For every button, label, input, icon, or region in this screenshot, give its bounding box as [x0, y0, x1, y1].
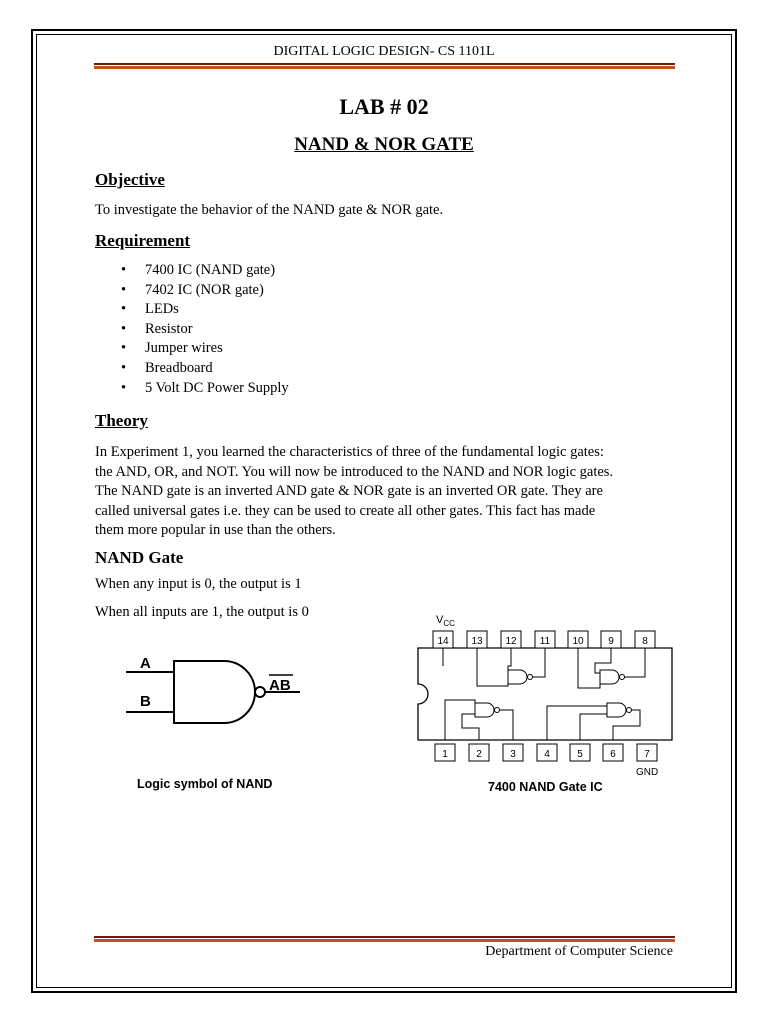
lab-subtitle: NAND & NOR GATE — [294, 134, 474, 155]
pin-label: 1 — [442, 749, 448, 760]
requirement-heading: Requirement — [95, 231, 191, 250]
theory-line: them more popular in use than the others. — [95, 522, 336, 538]
input-b-label: B — [140, 693, 151, 710]
theory-line: In Experiment 1, you learned the characteristics of three of the fundamental logic gates: — [95, 444, 604, 460]
objective-text: To investigate the behavior of the NAND gate & NOR gate. — [95, 202, 444, 218]
bottom-pin-row — [435, 744, 657, 761]
list-item: • 5 Volt DC Power Supply — [121, 379, 289, 399]
pin-label: 4 — [544, 749, 550, 760]
logic-symbol-caption: Logic symbol of NAND — [137, 777, 273, 791]
vcc-label: $V_{CC}$ — [436, 614, 455, 628]
list-item: • 7402 IC (NOR gate) — [121, 281, 289, 301]
gate-top-left — [508, 670, 527, 684]
lab-title: LAB # 02 — [339, 94, 429, 119]
gnd-label: GND — [636, 767, 659, 778]
list-item: • Resistor — [121, 320, 289, 340]
theory-line: called universal gates i.e. they can be used to create all other gates. This fact has made — [95, 502, 596, 519]
pin-label: 6 — [610, 749, 616, 760]
nand-rule-all-one: When all inputs are 1, the output is 0 — [95, 604, 309, 620]
inversion-bubble — [255, 687, 265, 697]
theory-paragraph — [95, 443, 675, 541]
output-label: AB — [269, 677, 291, 694]
pin-label: 14 — [437, 636, 449, 647]
nand-logic-symbol — [118, 648, 308, 740]
pin-label: 5 — [577, 749, 583, 760]
header-course: DIGITAL LOGIC DESIGN- CS 1101L — [273, 44, 495, 59]
footer-department: Department of Computer Science — [485, 944, 673, 959]
pin-label: 10 — [572, 636, 584, 647]
theory-line: the AND, OR, and NOT. You will now be introduced to the NAND and NOR logic gates. — [95, 463, 614, 480]
nand-rule-any-zero: When any input is 0, the output is 1 — [95, 576, 302, 592]
top-pin-row — [433, 631, 655, 648]
list-item: • Jumper wires — [121, 339, 289, 359]
list-item: • 7400 IC (NAND gate) — [121, 261, 289, 281]
gate-bottom-left — [475, 703, 494, 717]
gate-bottom-right — [607, 703, 626, 717]
ic-diagram-caption: 7400 NAND Gate IC — [488, 780, 603, 794]
pin-label: 13 — [471, 636, 483, 647]
pin-label: 9 — [608, 636, 614, 647]
pin-label: 2 — [476, 749, 482, 760]
ic-7400-diagram — [400, 608, 690, 783]
pin-label: 7 — [644, 749, 650, 760]
pin-label: 3 — [510, 749, 516, 760]
theory-heading: Theory — [95, 411, 148, 430]
pin-label: 8 — [642, 636, 648, 647]
pin-label: 11 — [539, 636, 551, 647]
requirement-list — [95, 261, 289, 398]
list-item: • Breadboard — [121, 359, 289, 379]
gate-top-right — [600, 670, 619, 684]
theory-line: The NAND gate is an inverted AND gate & NOR gate is an inverted OR gate. They are — [95, 483, 603, 499]
nand-heading: NAND Gate — [95, 548, 184, 567]
input-a-label: A — [140, 655, 151, 672]
pin-label: 12 — [505, 636, 517, 647]
nand-gate-body — [174, 661, 255, 723]
header-rule — [94, 63, 675, 69]
list-item: • LEDs — [121, 300, 289, 320]
footer-rule — [94, 936, 675, 942]
objective-heading: Objective — [95, 170, 165, 189]
